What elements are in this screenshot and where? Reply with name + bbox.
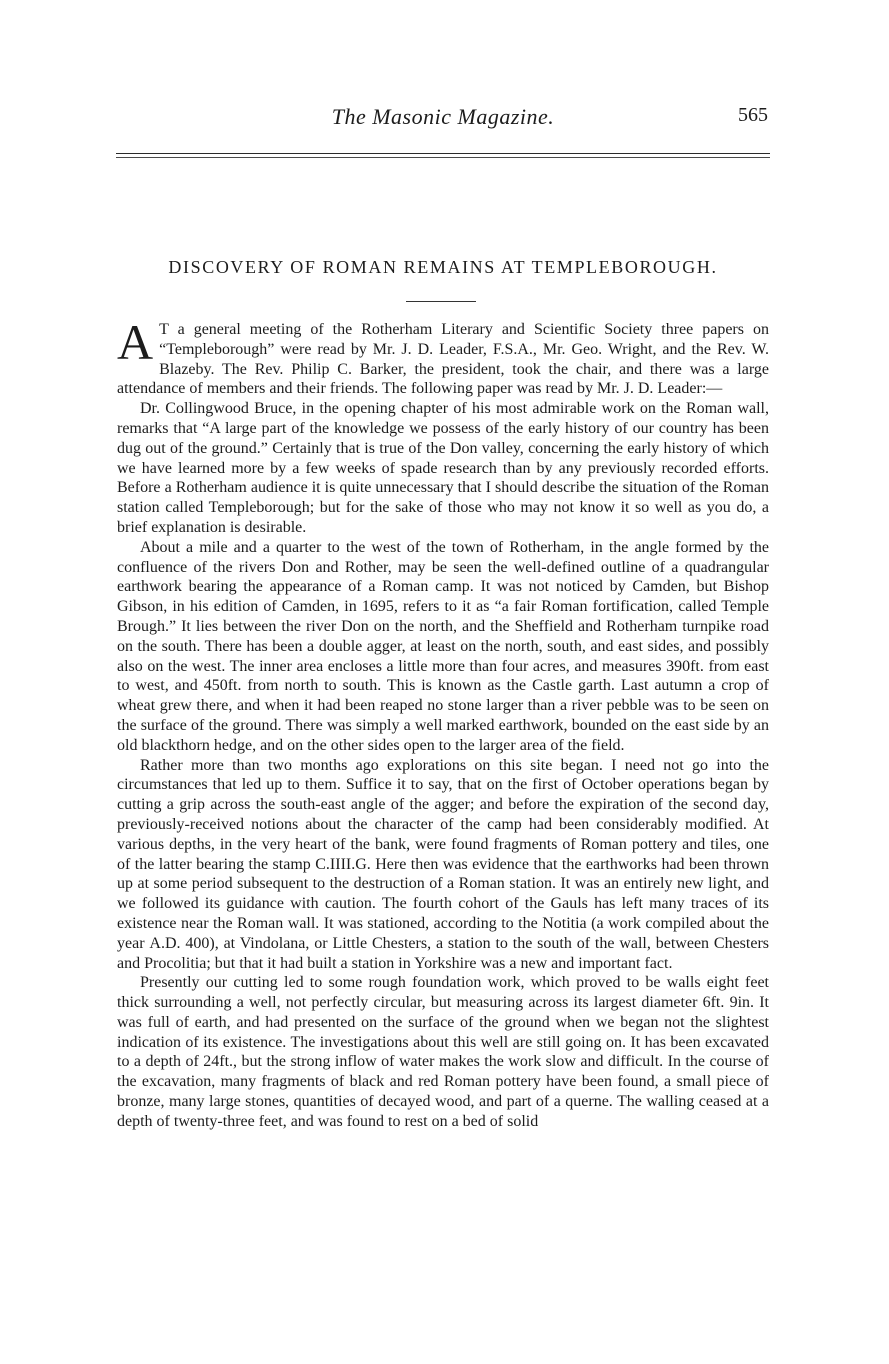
running-title: The Masonic Magazine. [331,104,555,129]
header-rule-thick [116,153,770,154]
paragraph-4-text-b: 400), at Vindolana, or Little Chesters, a station to the south of the wall, between Chesters and Procolitia; but that it had built a station in Yorkshire was a new and important fact. [117,934,770,972]
title-divider [406,301,476,302]
article-title: DISCOVERY OF ROMAN REMAINS AT TEMPLEBOROUGH. [168,257,718,277]
page-number: 565 [738,104,768,126]
paragraph-1-text: T a general meeting of the Rotherham Literary and Scientific Society three papers on “Templeborough” were read by Mr. J. D. Leader, F.S.A., Mr. Geo. Wright, and the Rev. W. Blazeby. The Rev. Philip C. Barker, the president, took the chair, and there was a large attendance of members and their friends. The following paper was read by Mr. J. D. Leader:— [117,321,769,398]
drop-cap: A [117,314,154,370]
paragraph-5: Presently our cutting led to some rough foundation work, which proved to be walls eight feet thick surrounding a well, not perfectly circular, but measuring across its largest diameter 6ft. 9in. It was full of earth, and had presented on the surface of the ground when we began not the slightest indication of its existence. The investigations about this well are still going on. It has been excavated to a depth of 24ft., but the strong inflow of water makes the work slow and difficult. In the course of the excavation, many fragments of black and red Roman pottery have been found, a small piece of bronze, many large stones, quantities of decayed wood, and part of a querne. The walling ceased at a depth of twenty-three feet, and was found to rest on a bed of solid [117,974,769,1130]
header-rule-thin [116,157,770,158]
paragraph-2: Dr. Collingwood Bruce, in the opening chapter of his most admirable work on the Roman wall, remarks that “A large part of the knowledge we possess of the early history of our country has been dug out of the ground.” Certainly that is true of the Don valley, concerning the early history of which we have learned more by a few weeks of spade research than by any previously recorded efforts. Before a Rotherham audience it is quite unnecessary that I should describe the situation of the Roman station called Templeborough; but for the sake of those who may not know it so well as you do, a brief explanation is desirable. [117,400,769,536]
paragraph-4 [117,756,769,974]
page-header [116,104,770,134]
article-body [117,314,770,1132]
paragraph-1 [117,314,769,399]
paragraph-3: About a mile and a quarter to the west of the town of Rotherham, in the angle formed by the confluence of the rivers Don and Rother, may be seen the well-defined outline of a quadrangular earthwork bearing the appearance of a Roman camp. It was not noticed by Camden, but Bishop Gibson, in his edition of Camden, in 1695, refers to it as “a fair Roman fortification, called Temple Brough.” It lies between the river Don on the north, and the Sheffield and Rotherham turnpike road on the south. There has been a double agger, at least on the north, south, and east sides, and possibly also on the west. The inner area encloses a little more than four acres, and measures 390ft. from east to west, and 450ft. from north to south. This is known as the Castle garth. Last autumn a crop of wheat grew there, and when it had been reaped no stone larger than a river pebble was to be seen on the surface of the ground. There was simply a well marked earthwork, bounded on the east side by an old blackthorn hedge, and on the other sides open to the larger area of the field. [117,538,769,754]
era-abbreviation: A.D. [149,934,181,952]
paragraph-4-text-a: Rather more than two months ago explorations on this site began. I need not go into the circumstances that led up to them. Suffice it to say, that on the first of October operations began by cutting a grip across the south-east angle of the agger; and before the expiration of the second day, previously-received notions about the character of the camp had been considerably modified. At various depths, in the very heart of the bank, were found fragments of Roman pottery and tiles, one of the latter bearing the stamp C.IIII.G. Here then was evidence that the earthworks had been thrown up at some period subsequent to the destruction of a Roman station. It was an entirely new light, and we followed its guidance with caution. The fourth cohort of the Gauls has left many traces of its existence near the Roman wall. It was stationed, according to the Notitia (a work compiled about the year [117,756,769,952]
